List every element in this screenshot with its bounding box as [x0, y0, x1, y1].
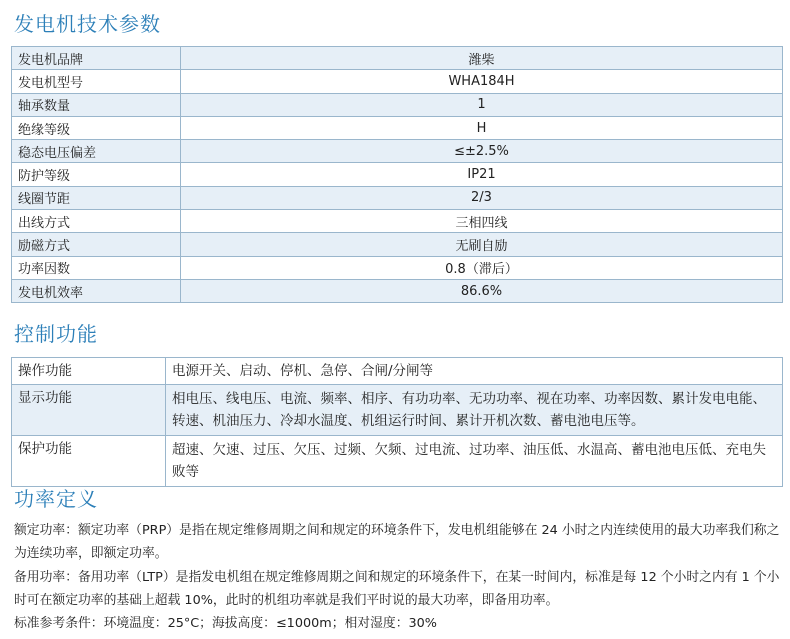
spec-key: 发电机品牌 — [12, 47, 181, 70]
spec-key: 线圈节距 — [12, 186, 181, 209]
control-key: 保护功能 — [12, 436, 166, 487]
control-table — [11, 357, 783, 487]
spec-value: 潍柴 — [181, 47, 783, 70]
rated-power-paragraph: 额定功率：额定功率（PRP）是指在规定维修周期之间和规定的环境条件下，发电机组能够在 24 小时之内连续使用的最大功率我们称之为连续功率，即额定功率。 — [14, 523, 780, 561]
control-value: 超速、欠速、过压、欠压、过频、欠频、过电流、过功率、油压低、水温高、蓄电池电压低、充电失败等 — [166, 436, 783, 487]
reference-conditions-paragraph: 标准参考条件：环境温度：25°C；海拔高度：≤1000m；相对湿度：30% — [14, 616, 437, 631]
control-value: 电源开关、启动、停机、急停、合闸/分闸等 — [166, 358, 783, 385]
control-section-title: 控制功能 — [14, 322, 98, 346]
spec-value: H — [181, 116, 783, 139]
table-row — [12, 279, 783, 302]
table-row — [12, 210, 783, 233]
spec-value: WHA184H — [181, 70, 783, 93]
control-key: 显示功能 — [12, 385, 166, 436]
spec-value: 三相四线 — [181, 210, 783, 233]
spec-key: 功率因数 — [12, 256, 181, 279]
table-row — [12, 47, 783, 70]
spec-key: 发电机效率 — [12, 279, 181, 302]
spec-table — [11, 46, 783, 303]
spec-section-title: 发电机技术参数 — [14, 12, 161, 36]
table-row — [12, 163, 783, 186]
spec-key: 出线方式 — [12, 210, 181, 233]
spec-value: IP21 — [181, 163, 783, 186]
control-key: 操作功能 — [12, 358, 166, 385]
table-row — [12, 256, 783, 279]
table-row — [12, 116, 783, 139]
table-row — [12, 385, 783, 436]
spec-key: 绝缘等级 — [12, 116, 181, 139]
spec-key: 轴承数量 — [12, 93, 181, 116]
spec-value: 无刷自励 — [181, 233, 783, 256]
spec-key: 发电机型号 — [12, 70, 181, 93]
power-section-title: 功率定义 — [14, 487, 98, 511]
spec-key: 励磁方式 — [12, 233, 181, 256]
spec-value: 0.8（滞后） — [181, 256, 783, 279]
table-row — [12, 70, 783, 93]
spec-value: 2/3 — [181, 186, 783, 209]
spec-key: 稳态电压偏差 — [12, 140, 181, 163]
control-value: 相电压、线电压、电流、频率、相序、有功功率、无功功率、视在功率、功率因数、累计发电电能、转速、机油压力、冷却水温度、机组运行时间、累计开机次数、蓄电池电压等。 — [166, 385, 783, 436]
table-row — [12, 436, 783, 487]
spec-value: 86.6% — [181, 279, 783, 302]
table-row — [12, 93, 783, 116]
table-row — [12, 186, 783, 209]
standby-power-paragraph: 备用功率：备用功率（LTP）是指发电机组在规定维修周期之间和规定的环境条件下，在某一时间内，标准是每 12 个小时之内有 1 个小时可在额定功率的基础上超载 10%，此时的机组功率就是我们平时说的最大功率，即备用功率。 — [14, 570, 780, 608]
spec-value: 1 — [181, 93, 783, 116]
table-row — [12, 358, 783, 385]
table-row — [12, 140, 783, 163]
spec-value: ≤±2.5% — [181, 140, 783, 163]
spec-key: 防护等级 — [12, 163, 181, 186]
table-row — [12, 233, 783, 256]
